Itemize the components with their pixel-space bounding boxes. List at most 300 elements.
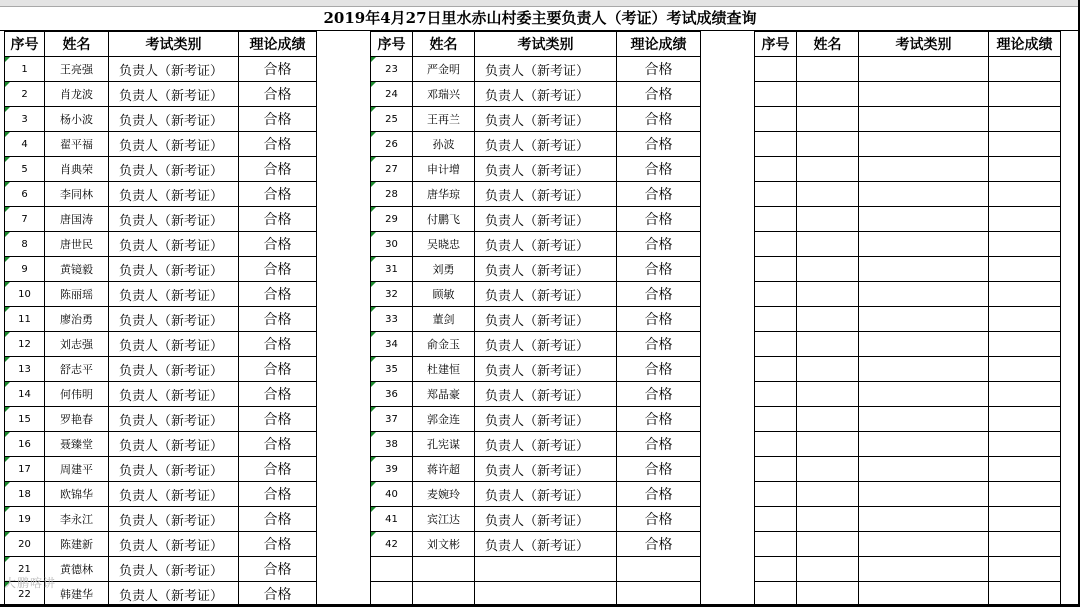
- row-seq-cell[interactable]: 40: [371, 482, 413, 507]
- row-exam-type-cell[interactable]: [859, 332, 989, 357]
- row-score-cell[interactable]: 合格: [239, 282, 317, 307]
- table-row: [755, 82, 1061, 107]
- row-exam-type-cell[interactable]: 负责人（新考证）: [475, 132, 617, 157]
- row-score-cell[interactable]: 合格: [239, 332, 317, 357]
- row-seq-cell[interactable]: [755, 207, 797, 232]
- row-name-cell[interactable]: 韩建华: [45, 582, 109, 607]
- row-name-cell[interactable]: 刘勇: [413, 257, 475, 282]
- row-exam-type-cell[interactable]: 负责人（新考证）: [475, 382, 617, 407]
- row-seq-cell[interactable]: [755, 282, 797, 307]
- row-score-cell[interactable]: [989, 107, 1061, 132]
- row-exam-type-cell[interactable]: 负责人（新考证）: [475, 432, 617, 457]
- row-name-cell[interactable]: 何伟明: [45, 382, 109, 407]
- row-seq-cell[interactable]: 18: [5, 482, 45, 507]
- table-row: [755, 182, 1061, 207]
- row-name-cell[interactable]: 刘志强: [45, 332, 109, 357]
- row-name-cell[interactable]: 郭金连: [413, 407, 475, 432]
- row-exam-type-cell[interactable]: [859, 82, 989, 107]
- row-exam-type-cell[interactable]: 负责人（新考证）: [109, 182, 239, 207]
- row-score-cell[interactable]: 合格: [239, 507, 317, 532]
- row-seq-cell[interactable]: [755, 357, 797, 382]
- row-seq-cell[interactable]: 19: [5, 507, 45, 532]
- row-score-cell[interactable]: 合格: [239, 557, 317, 582]
- row-name-cell[interactable]: 廖治勇: [45, 307, 109, 332]
- row-score-cell[interactable]: 合格: [617, 257, 701, 282]
- row-exam-type-cell[interactable]: [859, 482, 989, 507]
- row-seq-cell[interactable]: [755, 182, 797, 207]
- row-exam-type-cell[interactable]: 负责人（新考证）: [475, 57, 617, 82]
- row-exam-type-cell[interactable]: 负责人（新考证）: [475, 282, 617, 307]
- row-score-cell[interactable]: 合格: [617, 282, 701, 307]
- row-seq-cell[interactable]: 8: [5, 232, 45, 257]
- row-exam-type-cell[interactable]: [859, 132, 989, 157]
- row-seq-cell[interactable]: 22: [5, 582, 45, 607]
- row-seq-cell[interactable]: 23: [371, 57, 413, 82]
- row-score-cell[interactable]: 合格: [617, 482, 701, 507]
- row-score-cell[interactable]: [989, 182, 1061, 207]
- row-name-cell[interactable]: 聂臻堂: [45, 432, 109, 457]
- row-seq-cell[interactable]: 27: [371, 157, 413, 182]
- row-name-cell[interactable]: 陈建新: [45, 532, 109, 557]
- row-score-cell[interactable]: [989, 157, 1061, 182]
- row-exam-type-cell[interactable]: [859, 557, 989, 582]
- row-exam-type-cell[interactable]: [859, 457, 989, 482]
- row-score-cell[interactable]: 合格: [239, 532, 317, 557]
- row-score-cell[interactable]: 合格: [239, 232, 317, 257]
- row-seq-cell[interactable]: [755, 332, 797, 357]
- row-exam-type-cell[interactable]: 负责人（新考证）: [475, 207, 617, 232]
- row-seq-cell[interactable]: 13: [5, 357, 45, 382]
- row-exam-type-cell[interactable]: [859, 107, 989, 132]
- row-name-cell[interactable]: 董剑: [413, 307, 475, 332]
- table-header-row: [371, 32, 701, 57]
- row-seq-cell[interactable]: 7: [5, 207, 45, 232]
- row-name-cell[interactable]: 俞金玉: [413, 332, 475, 357]
- row-name-cell[interactable]: 李同林: [45, 182, 109, 207]
- row-seq-cell[interactable]: 4: [5, 132, 45, 157]
- row-exam-type-cell[interactable]: [859, 257, 989, 282]
- header-exam-type: 考试类别: [109, 32, 239, 57]
- row-name-cell[interactable]: [797, 482, 859, 507]
- table-header-row: [755, 32, 1061, 57]
- row-score-cell[interactable]: [989, 207, 1061, 232]
- row-name-cell[interactable]: 欧锦华: [45, 482, 109, 507]
- row-score-cell[interactable]: [989, 432, 1061, 457]
- table-row: [371, 82, 701, 107]
- row-exam-type-cell[interactable]: 负责人（新考证）: [109, 582, 239, 607]
- row-score-cell[interactable]: 合格: [239, 407, 317, 432]
- row-name-cell[interactable]: 宾江达: [413, 507, 475, 532]
- row-seq-cell[interactable]: [755, 407, 797, 432]
- row-score-cell[interactable]: 合格: [239, 357, 317, 382]
- row-score-cell[interactable]: 合格: [617, 157, 701, 182]
- row-exam-type-cell[interactable]: 负责人（新考证）: [109, 532, 239, 557]
- row-seq-cell[interactable]: 37: [371, 407, 413, 432]
- row-seq-cell[interactable]: 9: [5, 257, 45, 282]
- table-row: [5, 182, 317, 207]
- row-seq-cell[interactable]: [755, 257, 797, 282]
- row-score-cell[interactable]: [989, 307, 1061, 332]
- row-exam-type-cell[interactable]: [859, 232, 989, 257]
- row-score-cell[interactable]: 合格: [617, 507, 701, 532]
- row-name-cell[interactable]: [797, 457, 859, 482]
- row-seq-cell[interactable]: [755, 582, 797, 607]
- row-exam-type-cell[interactable]: 负责人（新考证）: [109, 232, 239, 257]
- row-exam-type-cell[interactable]: [859, 432, 989, 457]
- row-name-cell[interactable]: 罗艳春: [45, 407, 109, 432]
- row-score-cell[interactable]: [989, 357, 1061, 382]
- table-row: [371, 257, 701, 282]
- row-exam-type-cell[interactable]: 负责人（新考证）: [475, 507, 617, 532]
- row-name-cell[interactable]: 唐国涛: [45, 207, 109, 232]
- table-row: [5, 157, 317, 182]
- row-seq-cell[interactable]: [755, 432, 797, 457]
- row-seq-cell[interactable]: 31: [371, 257, 413, 282]
- row-score-cell[interactable]: 合格: [239, 307, 317, 332]
- row-exam-type-cell[interactable]: 负责人（新考证）: [475, 157, 617, 182]
- row-score-cell[interactable]: 合格: [239, 482, 317, 507]
- row-seq-cell[interactable]: [755, 132, 797, 157]
- row-name-cell[interactable]: [797, 432, 859, 457]
- row-exam-type-cell[interactable]: 负责人（新考证）: [109, 282, 239, 307]
- row-seq-cell[interactable]: [755, 307, 797, 332]
- row-exam-type-cell[interactable]: 负责人（新考证）: [109, 482, 239, 507]
- table-row: [755, 482, 1061, 507]
- row-seq-cell[interactable]: [371, 582, 413, 607]
- row-exam-type-cell[interactable]: 负责人（新考证）: [109, 407, 239, 432]
- row-name-cell[interactable]: [797, 107, 859, 132]
- table-row: [371, 232, 701, 257]
- row-exam-type-cell[interactable]: 负责人（新考证）: [109, 82, 239, 107]
- row-score-cell[interactable]: [989, 82, 1061, 107]
- row-name-cell[interactable]: [797, 132, 859, 157]
- row-name-cell[interactable]: [797, 357, 859, 382]
- row-exam-type-cell[interactable]: 负责人（新考证）: [475, 482, 617, 507]
- row-name-cell[interactable]: [797, 507, 859, 532]
- row-name-cell[interactable]: [797, 207, 859, 232]
- row-name-cell[interactable]: 付鹏飞: [413, 207, 475, 232]
- table-row: [5, 332, 317, 357]
- table-row: [5, 307, 317, 332]
- row-name-cell[interactable]: 顾敏: [413, 282, 475, 307]
- row-name-cell[interactable]: 刘文彬: [413, 532, 475, 557]
- row-score-cell[interactable]: [989, 332, 1061, 357]
- row-score-cell[interactable]: [989, 532, 1061, 557]
- row-name-cell[interactable]: 王亮强: [45, 57, 109, 82]
- row-exam-type-cell[interactable]: 负责人（新考证）: [475, 332, 617, 357]
- row-exam-type-cell[interactable]: [859, 307, 989, 332]
- row-exam-type-cell[interactable]: 负责人（新考证）: [475, 307, 617, 332]
- table-row: [755, 457, 1061, 482]
- row-seq-cell[interactable]: 12: [5, 332, 45, 357]
- row-seq-cell[interactable]: 5: [5, 157, 45, 182]
- row-name-cell[interactable]: 陈丽瑶: [45, 282, 109, 307]
- row-seq-cell[interactable]: [755, 532, 797, 557]
- row-score-cell[interactable]: [989, 232, 1061, 257]
- row-exam-type-cell[interactable]: 负责人（新考证）: [109, 557, 239, 582]
- row-score-cell[interactable]: 合格: [239, 432, 317, 457]
- row-name-cell[interactable]: [797, 82, 859, 107]
- row-score-cell[interactable]: 合格: [239, 207, 317, 232]
- table-row: [755, 357, 1061, 382]
- row-score-cell[interactable]: [989, 482, 1061, 507]
- row-seq-cell[interactable]: 20: [5, 532, 45, 557]
- row-exam-type-cell[interactable]: 负责人（新考证）: [109, 457, 239, 482]
- row-name-cell[interactable]: 王再兰: [413, 107, 475, 132]
- row-exam-type-cell[interactable]: [859, 532, 989, 557]
- row-score-cell[interactable]: 合格: [617, 332, 701, 357]
- row-seq-cell[interactable]: 10: [5, 282, 45, 307]
- row-score-cell[interactable]: 合格: [617, 457, 701, 482]
- row-name-cell[interactable]: 郑晶豪: [413, 382, 475, 407]
- row-score-cell[interactable]: 合格: [239, 257, 317, 282]
- row-name-cell[interactable]: [797, 382, 859, 407]
- row-name-cell[interactable]: 黄镜毅: [45, 257, 109, 282]
- table-row: [755, 557, 1061, 582]
- row-seq-cell[interactable]: [755, 157, 797, 182]
- row-exam-type-cell[interactable]: [859, 282, 989, 307]
- row-name-cell[interactable]: [797, 332, 859, 357]
- row-exam-type-cell[interactable]: [859, 382, 989, 407]
- header-name: 姓名: [797, 32, 859, 57]
- row-exam-type-cell[interactable]: 负责人（新考证）: [109, 507, 239, 532]
- table-row: [371, 307, 701, 332]
- row-score-cell[interactable]: 合格: [617, 207, 701, 232]
- table-row: [5, 107, 317, 132]
- row-score-cell[interactable]: 合格: [617, 132, 701, 157]
- row-name-cell[interactable]: [797, 57, 859, 82]
- row-score-cell[interactable]: [989, 57, 1061, 82]
- row-seq-cell[interactable]: 35: [371, 357, 413, 382]
- row-exam-type-cell[interactable]: 负责人（新考证）: [109, 332, 239, 357]
- row-seq-cell[interactable]: [755, 507, 797, 532]
- row-score-cell[interactable]: 合格: [617, 57, 701, 82]
- row-name-cell[interactable]: [797, 157, 859, 182]
- header-exam-type: 考试类别: [475, 32, 617, 57]
- row-exam-type-cell[interactable]: [475, 582, 617, 607]
- row-name-cell[interactable]: [797, 182, 859, 207]
- table-row: [371, 207, 701, 232]
- row-seq-cell[interactable]: 28: [371, 182, 413, 207]
- table-row: [371, 182, 701, 207]
- row-name-cell[interactable]: 翟平福: [45, 132, 109, 157]
- row-score-cell[interactable]: [989, 257, 1061, 282]
- row-name-cell[interactable]: 邓瑞兴: [413, 82, 475, 107]
- row-seq-cell[interactable]: 36: [371, 382, 413, 407]
- row-name-cell[interactable]: 严金明: [413, 57, 475, 82]
- row-name-cell[interactable]: [797, 257, 859, 282]
- row-seq-cell[interactable]: [755, 57, 797, 82]
- row-exam-type-cell[interactable]: 负责人（新考证）: [475, 407, 617, 432]
- row-score-cell[interactable]: [989, 132, 1061, 157]
- row-seq-cell[interactable]: 6: [5, 182, 45, 207]
- row-score-cell[interactable]: 合格: [617, 107, 701, 132]
- row-seq-cell[interactable]: [371, 557, 413, 582]
- row-name-cell[interactable]: [797, 307, 859, 332]
- table-row: [371, 457, 701, 482]
- row-name-cell[interactable]: [413, 582, 475, 607]
- row-name-cell[interactable]: [797, 582, 859, 607]
- row-score-cell[interactable]: 合格: [617, 532, 701, 557]
- row-seq-cell[interactable]: 30: [371, 232, 413, 257]
- row-score-cell[interactable]: 合格: [617, 307, 701, 332]
- row-score-cell[interactable]: 合格: [239, 582, 317, 607]
- row-score-cell[interactable]: 合格: [617, 432, 701, 457]
- table-row: [371, 157, 701, 182]
- row-exam-type-cell[interactable]: [475, 557, 617, 582]
- row-seq-cell[interactable]: 17: [5, 457, 45, 482]
- row-name-cell[interactable]: [413, 557, 475, 582]
- row-name-cell[interactable]: 舒志平: [45, 357, 109, 382]
- row-seq-cell[interactable]: 41: [371, 507, 413, 532]
- row-score-cell[interactable]: 合格: [617, 232, 701, 257]
- row-seq-cell[interactable]: 42: [371, 532, 413, 557]
- row-score-cell[interactable]: 合格: [239, 57, 317, 82]
- row-name-cell[interactable]: [797, 532, 859, 557]
- row-seq-cell[interactable]: [755, 482, 797, 507]
- row-score-cell[interactable]: [989, 507, 1061, 532]
- table-row: [371, 132, 701, 157]
- row-score-cell[interactable]: 合格: [239, 182, 317, 207]
- row-exam-type-cell[interactable]: [859, 507, 989, 532]
- row-name-cell[interactable]: 肖龙波: [45, 82, 109, 107]
- row-seq-cell[interactable]: 26: [371, 132, 413, 157]
- row-exam-type-cell[interactable]: 负责人（新考证）: [109, 132, 239, 157]
- row-seq-cell[interactable]: 2: [5, 82, 45, 107]
- row-seq-cell[interactable]: [755, 557, 797, 582]
- row-name-cell[interactable]: 孙波: [413, 132, 475, 157]
- row-exam-type-cell[interactable]: [859, 582, 989, 607]
- row-exam-type-cell[interactable]: [859, 207, 989, 232]
- row-seq-cell[interactable]: 11: [5, 307, 45, 332]
- row-exam-type-cell[interactable]: [859, 357, 989, 382]
- row-score-cell[interactable]: [989, 582, 1061, 607]
- table-row: [755, 432, 1061, 457]
- row-seq-cell[interactable]: 34: [371, 332, 413, 357]
- row-seq-cell[interactable]: 1: [5, 57, 45, 82]
- row-score-cell[interactable]: [989, 557, 1061, 582]
- row-score-cell[interactable]: 合格: [239, 107, 317, 132]
- row-seq-cell[interactable]: 25: [371, 107, 413, 132]
- header-seq: 序号: [371, 32, 413, 57]
- row-seq-cell[interactable]: 29: [371, 207, 413, 232]
- row-exam-type-cell[interactable]: 负责人（新考证）: [475, 357, 617, 382]
- row-seq-cell[interactable]: [755, 232, 797, 257]
- row-name-cell[interactable]: [797, 407, 859, 432]
- row-score-cell[interactable]: 合格: [239, 132, 317, 157]
- row-exam-type-cell[interactable]: 负责人（新考证）: [475, 532, 617, 557]
- table-row: [5, 357, 317, 382]
- row-exam-type-cell[interactable]: 负责人（新考证）: [109, 257, 239, 282]
- row-name-cell[interactable]: 孔宪谋: [413, 432, 475, 457]
- row-exam-type-cell[interactable]: [859, 182, 989, 207]
- row-score-cell[interactable]: 合格: [239, 82, 317, 107]
- row-exam-type-cell[interactable]: 负责人（新考证）: [109, 307, 239, 332]
- row-seq-cell[interactable]: 16: [5, 432, 45, 457]
- row-name-cell[interactable]: 唐世民: [45, 232, 109, 257]
- sheet-title: 2019年4月27日里水赤山村委主要负责人（考证）考试成绩查询: [0, 6, 1080, 31]
- row-name-cell[interactable]: [797, 557, 859, 582]
- row-score-cell[interactable]: [989, 457, 1061, 482]
- row-seq-cell[interactable]: 14: [5, 382, 45, 407]
- row-name-cell[interactable]: 李永江: [45, 507, 109, 532]
- table-row: [5, 482, 317, 507]
- row-name-cell[interactable]: 麦婉玲: [413, 482, 475, 507]
- row-score-cell[interactable]: 合格: [239, 382, 317, 407]
- row-exam-type-cell[interactable]: 负责人（新考证）: [475, 457, 617, 482]
- row-name-cell[interactable]: [797, 232, 859, 257]
- row-seq-cell[interactable]: 38: [371, 432, 413, 457]
- row-seq-cell[interactable]: 33: [371, 307, 413, 332]
- row-exam-type-cell[interactable]: 负责人（新考证）: [475, 182, 617, 207]
- row-name-cell[interactable]: 杨小波: [45, 107, 109, 132]
- table-row: [755, 157, 1061, 182]
- row-seq-cell[interactable]: 21: [5, 557, 45, 582]
- table-row: [5, 282, 317, 307]
- row-name-cell[interactable]: 肖典荣: [45, 157, 109, 182]
- row-name-cell[interactable]: 唐华琼: [413, 182, 475, 207]
- row-seq-cell[interactable]: 32: [371, 282, 413, 307]
- row-score-cell[interactable]: 合格: [239, 457, 317, 482]
- row-seq-cell[interactable]: [755, 82, 797, 107]
- row-seq-cell[interactable]: 3: [5, 107, 45, 132]
- row-exam-type-cell[interactable]: 负责人（新考证）: [109, 382, 239, 407]
- row-seq-cell[interactable]: [755, 382, 797, 407]
- row-exam-type-cell[interactable]: 负责人（新考证）: [109, 57, 239, 82]
- row-seq-cell[interactable]: [755, 457, 797, 482]
- row-score-cell[interactable]: [989, 382, 1061, 407]
- row-score-cell[interactable]: 合格: [617, 82, 701, 107]
- table-row: [755, 57, 1061, 82]
- row-name-cell[interactable]: 黄德林: [45, 557, 109, 582]
- row-exam-type-cell[interactable]: 负责人（新考证）: [475, 82, 617, 107]
- row-name-cell[interactable]: 蒋许超: [413, 457, 475, 482]
- row-score-cell[interactable]: [617, 557, 701, 582]
- row-exam-type-cell[interactable]: [859, 57, 989, 82]
- row-exam-type-cell[interactable]: 负责人（新考证）: [109, 157, 239, 182]
- row-score-cell[interactable]: 合格: [617, 182, 701, 207]
- row-name-cell[interactable]: 杜建恒: [413, 357, 475, 382]
- row-exam-type-cell[interactable]: 负责人（新考证）: [475, 232, 617, 257]
- row-seq-cell[interactable]: [755, 107, 797, 132]
- row-score-cell[interactable]: [989, 407, 1061, 432]
- row-name-cell[interactable]: 周建平: [45, 457, 109, 482]
- row-exam-type-cell[interactable]: 负责人（新考证）: [109, 432, 239, 457]
- row-seq-cell[interactable]: 15: [5, 407, 45, 432]
- row-score-cell[interactable]: 合格: [617, 407, 701, 432]
- row-score-cell[interactable]: 合格: [617, 382, 701, 407]
- table-row: [755, 532, 1061, 557]
- row-name-cell[interactable]: 申计增: [413, 157, 475, 182]
- row-score-cell[interactable]: [617, 582, 701, 607]
- table-row: [5, 57, 317, 82]
- table-row: [755, 507, 1061, 532]
- row-name-cell[interactable]: [797, 282, 859, 307]
- row-seq-cell[interactable]: 24: [371, 82, 413, 107]
- row-score-cell[interactable]: [989, 282, 1061, 307]
- row-score-cell[interactable]: 合格: [239, 157, 317, 182]
- row-exam-type-cell[interactable]: [859, 157, 989, 182]
- row-exam-type-cell[interactable]: 负责人（新考证）: [109, 107, 239, 132]
- row-seq-cell[interactable]: 39: [371, 457, 413, 482]
- row-exam-type-cell[interactable]: 负责人（新考证）: [475, 107, 617, 132]
- row-exam-type-cell[interactable]: 负责人（新考证）: [109, 357, 239, 382]
- row-exam-type-cell[interactable]: [859, 407, 989, 432]
- row-exam-type-cell[interactable]: 负责人（新考证）: [475, 257, 617, 282]
- row-exam-type-cell[interactable]: 负责人（新考证）: [109, 207, 239, 232]
- row-name-cell[interactable]: 吴晓忠: [413, 232, 475, 257]
- row-score-cell[interactable]: 合格: [617, 357, 701, 382]
